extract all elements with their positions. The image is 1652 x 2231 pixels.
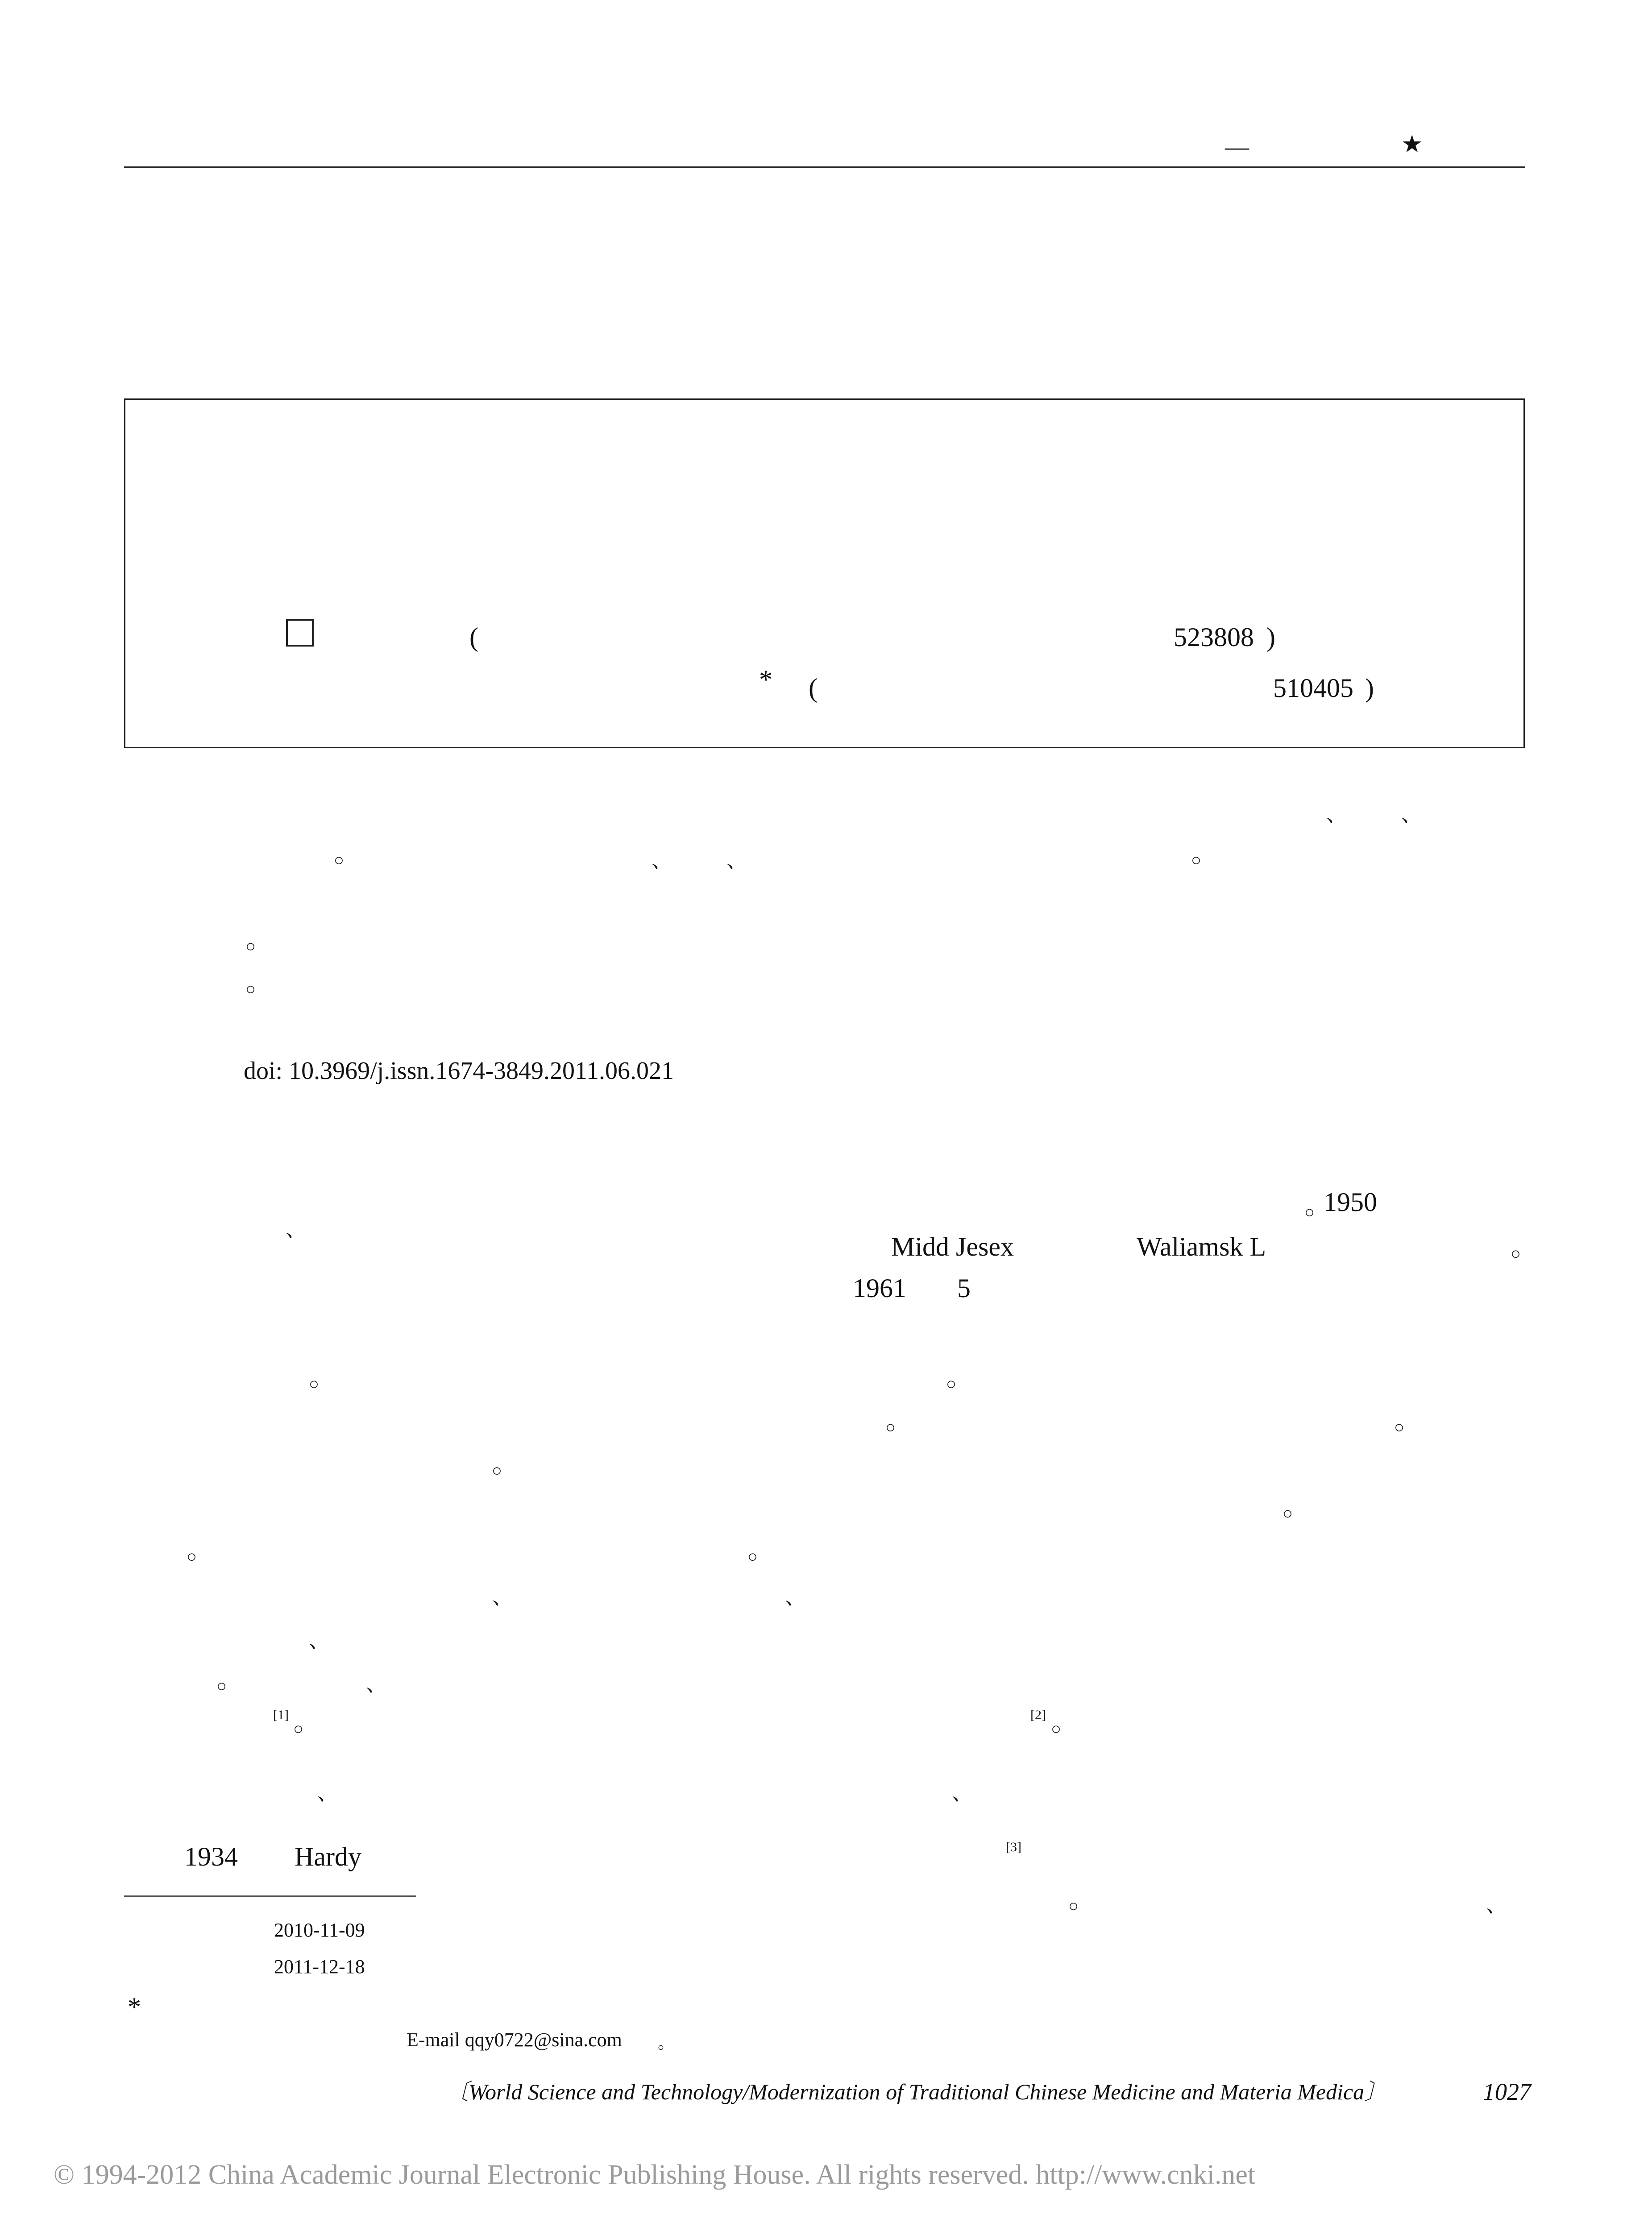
- footnote-email: E-mail qqy0722@sina.com: [407, 2029, 622, 2051]
- affiliation-close-paren-1: ): [1266, 622, 1275, 652]
- body-circle-mark: ○: [885, 1418, 896, 1437]
- abstract-circle-mark: ○: [1191, 851, 1201, 870]
- body-waliamsk: Waliamsk L: [1137, 1232, 1266, 1261]
- abstract-dun-mark: 、: [652, 849, 672, 872]
- footnote-rule: [124, 1895, 416, 1897]
- abstract-dun-mark: 、: [726, 849, 747, 872]
- affiliation-open-paren-2: (: [809, 673, 818, 703]
- classification-circle-mark: ○: [245, 980, 256, 999]
- header-rule: [124, 166, 1525, 168]
- body-circle-mark: ○: [1051, 1720, 1061, 1738]
- keywords-circle-mark: ○: [245, 937, 256, 956]
- body-circle-mark: ○: [1304, 1203, 1315, 1222]
- body-circle-mark: ○: [309, 1375, 319, 1393]
- header-dash: —: [1225, 133, 1249, 160]
- affiliation-postcode-1: 523808: [1174, 622, 1254, 652]
- affiliation-close-paren-2: ): [1365, 673, 1374, 703]
- body-dun-mark: 、: [366, 1673, 386, 1696]
- checkbox-square-icon: [286, 619, 314, 647]
- body-circle-mark: ○: [216, 1677, 227, 1696]
- body-hardy: Hardy: [295, 1842, 361, 1871]
- body-dun-mark: 、: [286, 1218, 306, 1241]
- body-year-1961: 1961: [853, 1273, 906, 1303]
- affiliation-open-paren-1: (: [469, 622, 478, 652]
- abstract-dun-mark: 、: [1401, 803, 1422, 826]
- body-circle-mark: ○: [492, 1461, 502, 1480]
- body-year-1950: 1950: [1324, 1187, 1377, 1217]
- body-circle-mark: ○: [1068, 1897, 1079, 1916]
- affiliation-asterisk: *: [759, 665, 772, 694]
- footer-page-number: 1027: [1483, 2078, 1531, 2105]
- body-year-1934: 1934: [184, 1842, 238, 1871]
- body-dun-mark: 、: [317, 1782, 338, 1804]
- header-star-icon: ★: [1401, 131, 1423, 158]
- body-dun-mark: 、: [785, 1586, 805, 1609]
- footnote-email-end-mark: 。: [658, 2034, 675, 2053]
- body-circle-mark: ○: [946, 1375, 956, 1393]
- footnote-asterisk: *: [128, 1992, 141, 2022]
- body-midd-jesex: Midd Jesex: [891, 1232, 1014, 1261]
- affiliation-postcode-2: 510405: [1273, 673, 1353, 703]
- body-circle-mark: ○: [187, 1547, 197, 1566]
- citation-ref-2: [2]: [1030, 1708, 1046, 1722]
- abstract-dun-mark: 、: [1326, 803, 1347, 826]
- body-circle-mark: ○: [1511, 1244, 1521, 1263]
- body-circle-mark: ○: [747, 1547, 758, 1566]
- body-dun-mark: 、: [952, 1782, 972, 1804]
- footer-journal-name: 〔World Science and Technology/Modernization of Traditional Chinese Medicine and Materia Medica〕: [446, 2079, 1387, 2104]
- copyright-notice: © 1994-2012 China Academic Journal Electronic Publishing House. All rights reserved. http://www.cnki.net: [54, 2160, 1256, 2190]
- footnote-revised-date: 2011-12-18: [274, 1956, 365, 1978]
- citation-ref-1: [1]: [273, 1708, 289, 1722]
- body-dun-mark: 、: [492, 1586, 513, 1609]
- doi-line: doi: 10.3969/j.issn.1674-3849.2011.06.021: [244, 1057, 674, 1085]
- body-dun-mark: 、: [309, 1629, 329, 1652]
- body-circle-mark: ○: [1394, 1418, 1404, 1437]
- footnote-received-date: 2010-11-09: [274, 1919, 365, 1941]
- body-dun-mark: 、: [1486, 1894, 1507, 1916]
- citation-ref-3: [3]: [1006, 1840, 1021, 1854]
- body-circle-mark: ○: [1283, 1504, 1293, 1523]
- body-number-5: 5: [957, 1273, 971, 1303]
- body-circle-mark: ○: [293, 1720, 303, 1738]
- abstract-circle-mark: ○: [334, 851, 344, 870]
